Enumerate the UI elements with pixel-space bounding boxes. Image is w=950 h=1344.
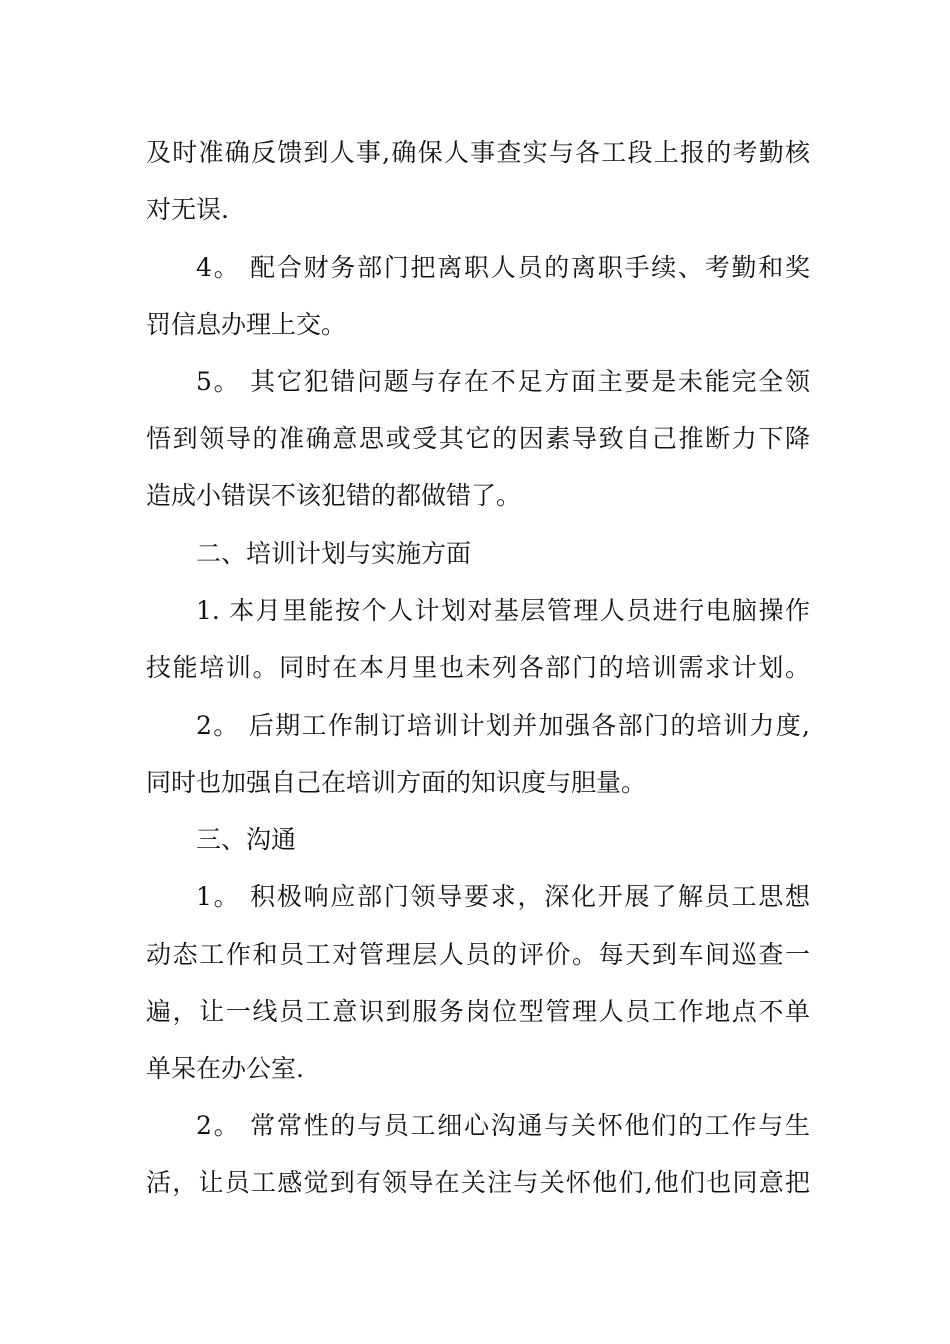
text-line: 遍，让一线员工意识到服务岗位型管理人员工作地点不单	[146, 997, 810, 1026]
text-line: 4。 配合财务部门把离职人员的离职手续、考勤和奖	[196, 253, 810, 282]
text-line: 罚信息办理上交。	[146, 310, 347, 339]
text-line: 单呆在办公室.	[146, 1054, 304, 1083]
text-line: 技能培训。同时在本月里也未列各部门的培训需求计划。	[146, 653, 810, 682]
text-line: 悟到领导的准确意思或受其它的因素导致自己推断力下降	[146, 424, 810, 453]
text-line: 5。 其它犯错问题与存在不足方面主要是未能完全领	[196, 367, 810, 396]
text-line: 1。 积极响应部门领导要求，深化开展了解员工思想	[196, 882, 810, 911]
text-line: 造成小错误不该犯错的都做错了。	[146, 481, 522, 510]
text-line: 2。 后期工作制订培训计划并加强各部门的培训力度,	[196, 711, 810, 740]
text-line: 同时也加强自己在培训方面的知识度与胆量。	[146, 768, 647, 797]
text-line: 及时准确反馈到人事,确保人事查实与各工段上报的考勤核	[146, 138, 810, 167]
text-line: 对无误.	[146, 195, 229, 224]
section-heading: 三、沟通	[196, 825, 297, 854]
text-line: 1. 本月里能按个人计划对基层管理人员进行电脑操作	[196, 596, 810, 625]
section-heading: 二、培训计划与实施方面	[196, 539, 472, 568]
text-line: 2。 常常性的与员工细心沟通与关怀他们的工作与生	[196, 1111, 810, 1140]
text-line: 活，让员工感觉到有领导在关注与关怀他们,他们也同意把	[146, 1168, 810, 1197]
text-line: 动态工作和员工对管理层人员的评价。每天到车间巡查一	[146, 940, 810, 969]
